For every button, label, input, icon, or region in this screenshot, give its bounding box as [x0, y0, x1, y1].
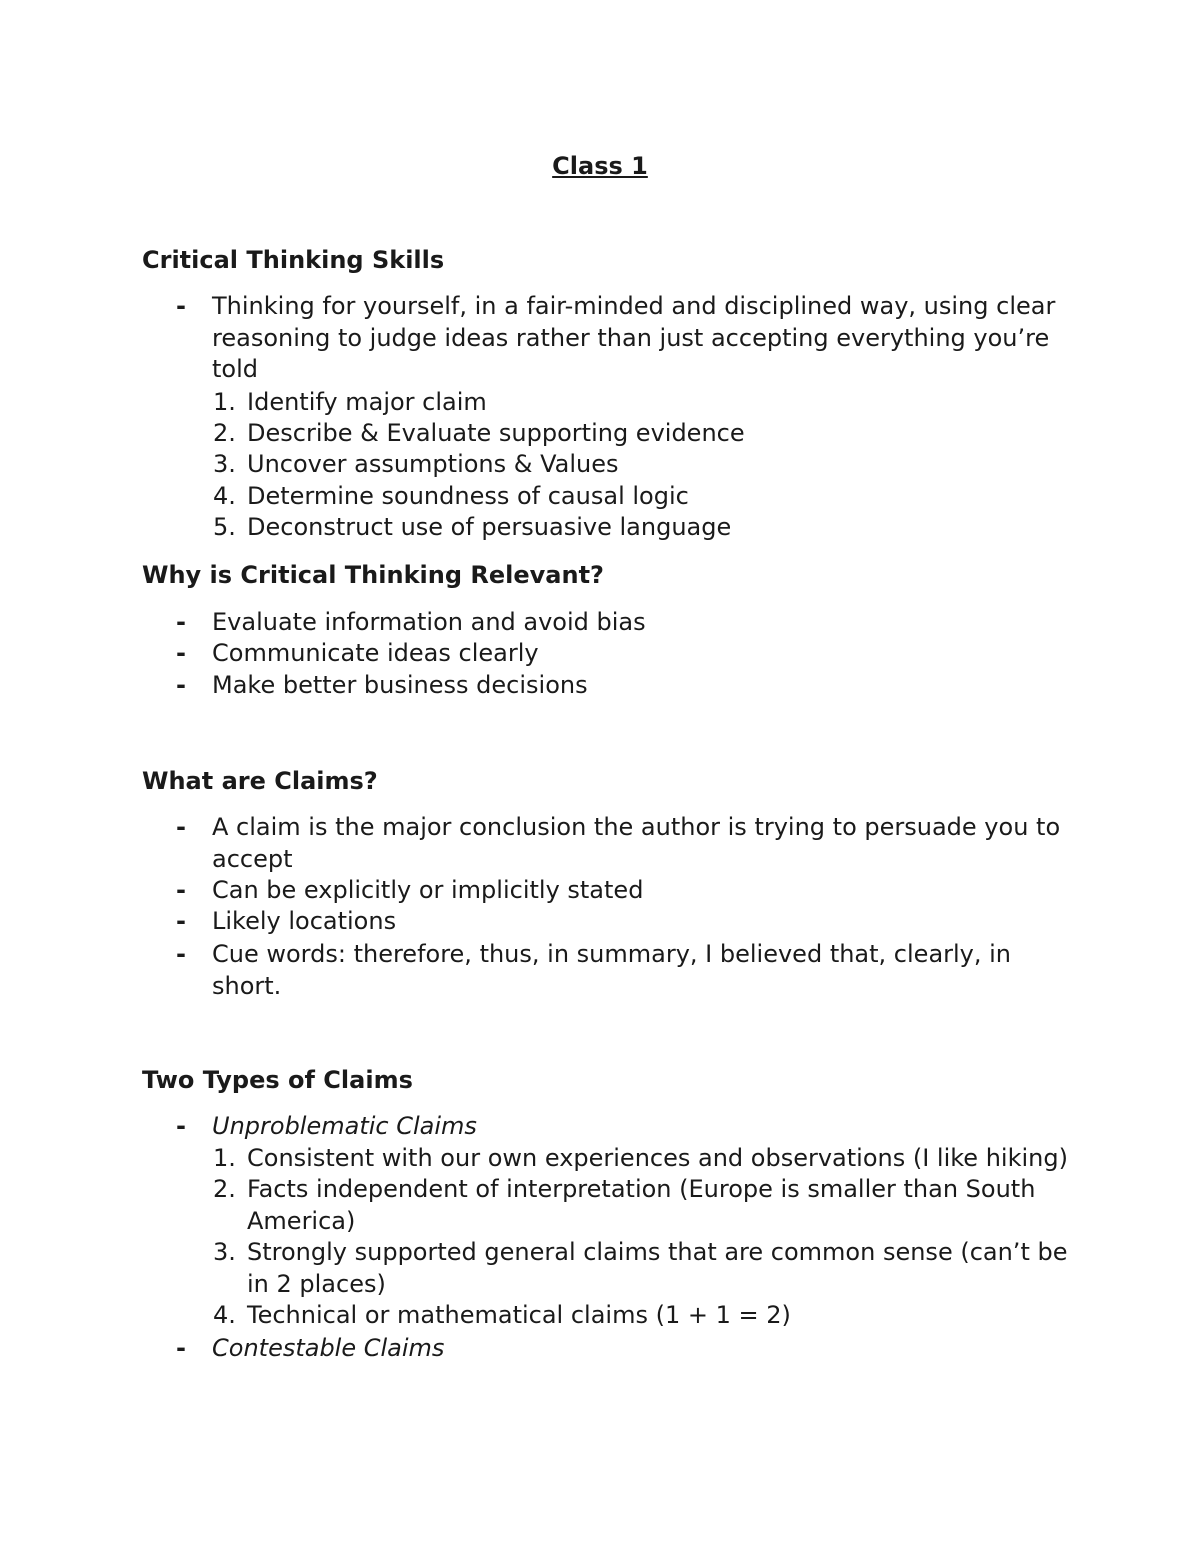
page-title: Class 1	[552, 152, 648, 180]
list-item-text: Identify major claim	[247, 388, 487, 416]
item-number: 5.	[213, 513, 236, 541]
numbered-item	[176, 449, 1076, 481]
item-number: 4.	[213, 482, 236, 510]
list-item-text: Cue words: therefore, thus, in summary, I believed that, clearly, in short.	[212, 940, 1012, 1000]
bullet-dash: -	[176, 639, 186, 667]
list-item-text: Uncover assumptions & Values	[247, 450, 619, 478]
list-item	[176, 607, 1076, 639]
numbered-item	[176, 512, 1076, 544]
bullet-dash: -	[176, 292, 186, 320]
numbered-item	[176, 1300, 1076, 1332]
list-item-text: Thinking for yourself, in a fair-minded and disciplined way, using clear reasoning to judge ideas rather than just accepting everything you’re told	[212, 292, 1056, 383]
section-heading-what-are-claims: What are Claims?	[142, 767, 378, 795]
numbered-item	[176, 1237, 1076, 1300]
numbered-item	[176, 481, 1076, 513]
section-heading-why-relevant: Why is Critical Thinking Relevant?	[142, 561, 604, 589]
list-item	[176, 1111, 1076, 1143]
list-item	[176, 291, 1076, 386]
bullet-dash: -	[176, 940, 186, 968]
list-item-text: Strongly supported general claims that are common sense (can’t be in 2 places)	[247, 1238, 1068, 1298]
list-item-text: Unproblematic Claims	[212, 1112, 477, 1140]
item-number: 2.	[213, 1175, 236, 1203]
list-item-text: Describe & Evaluate supporting evidence	[247, 419, 745, 447]
item-number: 2.	[213, 419, 236, 447]
list-item-text: Communicate ideas clearly	[212, 639, 539, 667]
item-number: 1.	[213, 1144, 236, 1172]
list-item	[176, 1333, 1076, 1365]
list-item-text: Contestable Claims	[212, 1334, 445, 1362]
list-item-text: Evaluate information and avoid bias	[212, 608, 646, 636]
numbered-item	[176, 1174, 1076, 1237]
numbered-item	[176, 418, 1076, 450]
list-item	[176, 670, 1076, 702]
bullet-dash: -	[176, 876, 186, 904]
bullet-dash: -	[176, 671, 186, 699]
list-item-text: Can be explicitly or implicitly stated	[212, 876, 644, 904]
bullet-dash: -	[176, 608, 186, 636]
list-item	[176, 875, 1076, 907]
list-item-text: Technical or mathematical claims (1 + 1 = 2)	[247, 1301, 791, 1329]
list-item	[176, 906, 1076, 938]
numbered-item	[176, 387, 1076, 419]
bullet-dash: -	[176, 907, 186, 935]
list-item-text: Likely locations	[212, 907, 397, 935]
list-item-text: Deconstruct use of persuasive language	[247, 513, 732, 541]
section-heading-two-types-of-claims: Two Types of Claims	[142, 1066, 413, 1094]
item-number: 3.	[213, 1238, 236, 1266]
section-heading-critical-thinking-skills: Critical Thinking Skills	[142, 246, 445, 274]
item-number: 3.	[213, 450, 236, 478]
bullet-dash: -	[176, 1334, 186, 1362]
list-item	[176, 939, 1076, 1002]
list-item	[176, 638, 1076, 670]
list-item-text: Consistent with our own experiences and observations (I like hiking)	[247, 1144, 1068, 1172]
list-item-text: A claim is the major conclusion the author is trying to persuade you to accept	[212, 813, 1061, 873]
numbered-item	[176, 1143, 1076, 1175]
list-item-text: Determine soundness of causal logic	[247, 482, 689, 510]
list-item-text: Make better business decisions	[212, 671, 588, 699]
bullet-dash: -	[176, 1112, 186, 1140]
list-item-text: Facts independent of interpretation (Europe is smaller than South America)	[247, 1175, 1036, 1235]
item-number: 1.	[213, 388, 236, 416]
item-number: 4.	[213, 1301, 236, 1329]
list-item	[176, 812, 1076, 875]
bullet-dash: -	[176, 813, 186, 841]
